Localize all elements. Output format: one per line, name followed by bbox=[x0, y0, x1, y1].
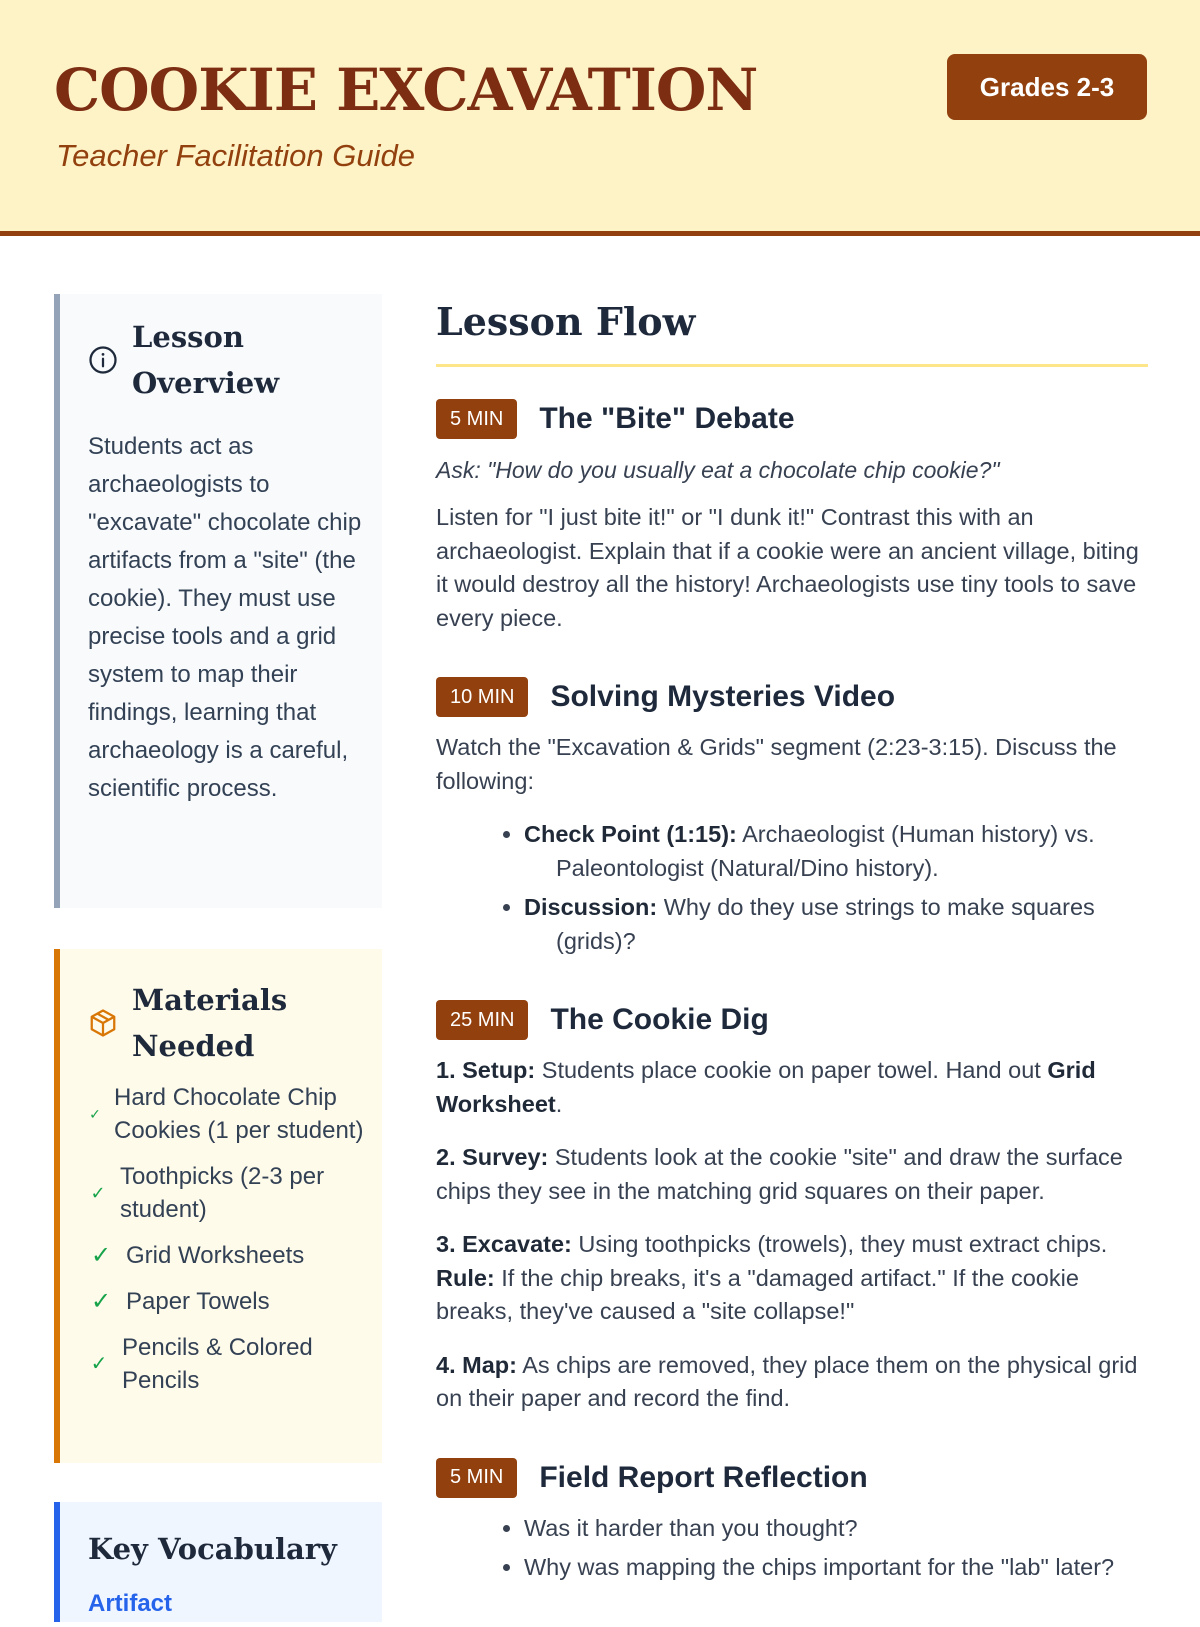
materials-header bbox=[88, 977, 308, 1069]
step-title: Field Report Reflection bbox=[539, 1460, 868, 1494]
lesson-overview-card bbox=[54, 294, 382, 908]
time-badge: 10 MIN bbox=[436, 677, 528, 717]
lesson-step bbox=[436, 399, 1148, 635]
step-title: The "Bite" Debate bbox=[539, 402, 795, 435]
lesson-flow-title: Lesson Flow bbox=[436, 299, 696, 344]
step-text: Listen for "I just bite it!" or "I dunk it!" Contrast this with an archaeologist. Explain that if a cookie were an ancient village, biting it would destroy all the history! Archaeologists use tiny tools to save every piece. bbox=[436, 504, 1139, 631]
dig-step: 4. Map: As chips are removed, they place them on the physical grid on their paper and record the find. bbox=[436, 1351, 1138, 1411]
section-divider bbox=[436, 364, 1148, 367]
list-item: • Discussion: Why do they use strings to make squares (grids)? bbox=[524, 891, 1148, 958]
step-title: Solving Mysteries Video bbox=[550, 680, 896, 713]
materials-card bbox=[54, 949, 382, 1463]
step-header bbox=[436, 1458, 1148, 1498]
check-icon: ✓ bbox=[89, 1105, 101, 1122]
list-item: • Was it harder than you thought? bbox=[524, 1512, 1148, 1546]
page-subtitle: Teacher Facilitation Guide bbox=[56, 138, 415, 173]
reflection-list bbox=[436, 1512, 1148, 1585]
vocabulary-card bbox=[54, 1502, 382, 1622]
dig-step: 1. Setup: Students place cookie on paper towel. Hand out Grid Worksheet. bbox=[436, 1057, 1096, 1117]
dig-step: 3. Excavate: Using toothpicks (trowels), they must extract chips. Rule: If the chip breaks, it's a "damaged artifact." If the cookie breaks, they've caused a "site collapse!" bbox=[436, 1231, 1108, 1324]
step-text: Watch the "Excavation & Grids" segment (2:23-3:15). Discuss the following: bbox=[436, 734, 1117, 794]
discussion-list bbox=[436, 818, 1148, 958]
check-icon: ✓ bbox=[90, 1352, 108, 1375]
box-icon bbox=[88, 1008, 118, 1038]
list-item: ✓ Toothpicks (2-3 per student) bbox=[88, 1160, 368, 1226]
check-icon: ✓ bbox=[90, 1242, 112, 1269]
vocabulary-term: Artifact bbox=[88, 1590, 173, 1617]
lesson-overview-header bbox=[88, 314, 308, 406]
step-header bbox=[436, 1000, 1148, 1040]
lesson-overview-text: Students act as archaeologists to "excavate" chocolate chip artifacts from a "site" (the cookie). They must use precise tools and a grid system to map their findings, learning that archaeology is a careful, scientific process. bbox=[88, 433, 362, 802]
step-prompt: Ask: "How do you usually eat a chocolate chip cookie?" bbox=[436, 457, 1000, 483]
list-item: ✓ Paper Towels bbox=[88, 1285, 368, 1318]
grade-badge: Grades 2-3 bbox=[947, 54, 1147, 120]
lesson-step bbox=[436, 677, 1148, 958]
list-item: ✓ Hard Chocolate Chip Cookies (1 per student) bbox=[89, 1084, 364, 1144]
step-header bbox=[436, 677, 1148, 717]
time-badge: 5 MIN bbox=[436, 1458, 517, 1498]
vocabulary-title: Key Vocabulary bbox=[88, 1532, 337, 1566]
list-item: • Why was mapping the chips important for the "lab" later? bbox=[524, 1551, 1148, 1585]
time-badge: 25 MIN bbox=[436, 1000, 528, 1040]
list-item: ✓ Pencils & Colored Pencils bbox=[88, 1331, 368, 1397]
lesson-step bbox=[436, 1458, 1148, 1585]
check-icon: ✓ bbox=[90, 1182, 106, 1203]
list-item: • Check Point (1:15): Archaeologist (Human history) vs. Paleontologist (Natural/Dino history). bbox=[524, 818, 1148, 885]
list-item: ✓ Grid Worksheets bbox=[88, 1239, 368, 1272]
page-header bbox=[0, 0, 1200, 236]
time-badge: 5 MIN bbox=[436, 399, 517, 439]
page-title: COOKIE EXCAVATION bbox=[54, 56, 758, 124]
materials-list bbox=[88, 1081, 368, 1410]
info-icon bbox=[88, 345, 118, 375]
check-icon: ✓ bbox=[90, 1288, 112, 1315]
lesson-overview-title: Lesson Overview bbox=[132, 320, 280, 400]
step-title: The Cookie Dig bbox=[550, 1003, 769, 1036]
lesson-flow bbox=[436, 294, 1148, 1627]
dig-step: 2. Survey: Students look at the cookie "site" and draw the surface chips they see in the matching grid squares on their paper. bbox=[436, 1144, 1123, 1204]
step-header bbox=[436, 399, 1148, 439]
materials-title: Materials Needed bbox=[132, 983, 288, 1063]
lesson-step bbox=[436, 1000, 1148, 1416]
